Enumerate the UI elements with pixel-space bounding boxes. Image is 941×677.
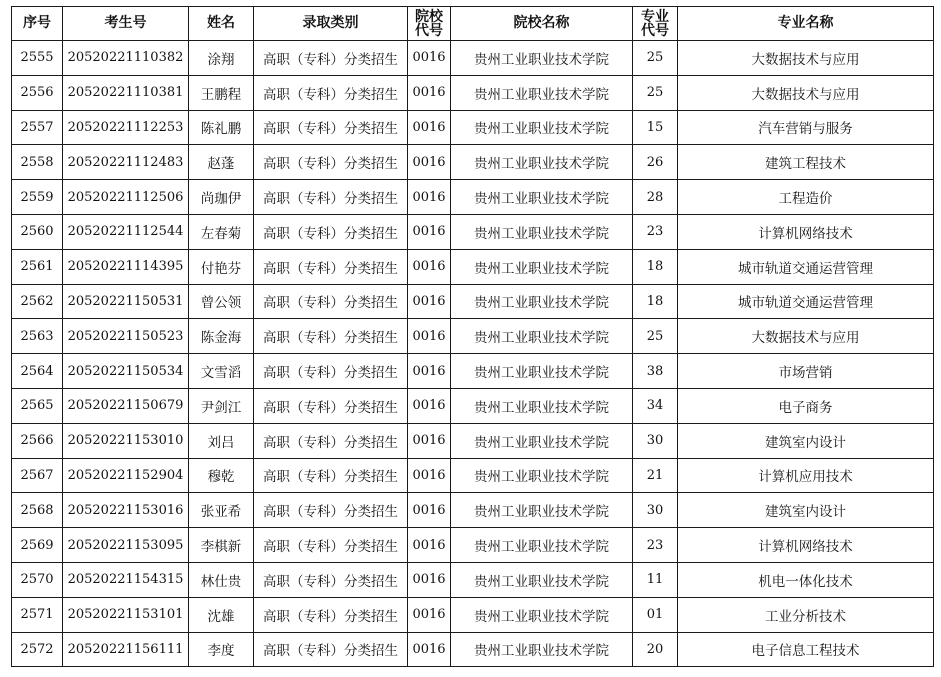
- cell-major-name: 计算机网络技术: [678, 214, 934, 249]
- cell-seq: 2571: [12, 597, 63, 632]
- cell-name: 陈金海: [189, 319, 254, 354]
- cell-exam-no: 20520221153010: [63, 423, 189, 458]
- cell-major-name: 计算机网络技术: [678, 528, 934, 563]
- cell-admit-type: 高职（专科）分类招生: [254, 458, 408, 493]
- header-admit-type: 录取类别: [254, 7, 408, 41]
- cell-name: 付艳芬: [189, 249, 254, 284]
- cell-seq: 2566: [12, 423, 63, 458]
- table-row: [12, 562, 934, 597]
- table-row: [12, 632, 934, 667]
- cell-school-name: 贵州工业职业技术学院: [451, 562, 633, 597]
- header-school-code-line2: 代号: [415, 22, 443, 39]
- cell-exam-no: 20520221150531: [63, 284, 189, 319]
- cell-admit-type: 高职（专科）分类招生: [254, 388, 408, 423]
- cell-seq: 2570: [12, 562, 63, 597]
- cell-seq: 2563: [12, 319, 63, 354]
- cell-school-code: 0016: [408, 41, 451, 76]
- table-row: [12, 458, 934, 493]
- cell-school-name: 贵州工业职业技术学院: [451, 458, 633, 493]
- cell-major-code: 30: [633, 493, 678, 528]
- cell-exam-no: 20520221114395: [63, 249, 189, 284]
- cell-school-code: 0016: [408, 284, 451, 319]
- cell-major-name: 大数据技术与应用: [678, 41, 934, 76]
- cell-school-code: 0016: [408, 423, 451, 458]
- header-exam-no: 考生号: [63, 7, 189, 41]
- cell-exam-no: 20520221112506: [63, 180, 189, 215]
- cell-major-name: 建筑工程技术: [678, 145, 934, 180]
- cell-major-name: 城市轨道交通运营管理: [678, 284, 934, 319]
- table-row: [12, 388, 934, 423]
- cell-name: 涂翔: [189, 41, 254, 76]
- cell-major-code: 25: [633, 319, 678, 354]
- table-row: [12, 249, 934, 284]
- cell-seq: 2564: [12, 354, 63, 389]
- cell-exam-no: 20520221112544: [63, 214, 189, 249]
- cell-major-code: 30: [633, 423, 678, 458]
- cell-major-name: 城市轨道交通运营管理: [678, 249, 934, 284]
- cell-major-code: 26: [633, 145, 678, 180]
- cell-exam-no: 20520221153016: [63, 493, 189, 528]
- cell-admit-type: 高职（专科）分类招生: [254, 319, 408, 354]
- cell-major-name: 机电一体化技术: [678, 562, 934, 597]
- table-row: [12, 354, 934, 389]
- cell-school-code: 0016: [408, 145, 451, 180]
- cell-name: 张亚希: [189, 493, 254, 528]
- cell-school-name: 贵州工业职业技术学院: [451, 284, 633, 319]
- cell-school-code: 0016: [408, 632, 451, 667]
- cell-school-name: 贵州工业职业技术学院: [451, 41, 633, 76]
- table-row: [12, 41, 934, 76]
- cell-name: 刘吕: [189, 423, 254, 458]
- cell-seq: 2562: [12, 284, 63, 319]
- cell-major-code: 23: [633, 214, 678, 249]
- cell-admit-type: 高职（专科）分类招生: [254, 110, 408, 145]
- cell-seq: 2555: [12, 41, 63, 76]
- cell-admit-type: 高职（专科）分类招生: [254, 145, 408, 180]
- cell-school-name: 贵州工业职业技术学院: [451, 75, 633, 110]
- cell-major-code: 18: [633, 284, 678, 319]
- cell-school-code: 0016: [408, 249, 451, 284]
- cell-admit-type: 高职（专科）分类招生: [254, 75, 408, 110]
- cell-school-code: 0016: [408, 214, 451, 249]
- cell-admit-type: 高职（专科）分类招生: [254, 180, 408, 215]
- cell-major-name: 市场营销: [678, 354, 934, 389]
- cell-major-code: 18: [633, 249, 678, 284]
- cell-major-code: 23: [633, 528, 678, 563]
- cell-seq: 2565: [12, 388, 63, 423]
- table-header-row: [12, 7, 934, 41]
- cell-seq: 2572: [12, 632, 63, 667]
- cell-major-code: 28: [633, 180, 678, 215]
- cell-name: 李度: [189, 632, 254, 667]
- cell-exam-no: 20520221156111: [63, 632, 189, 667]
- cell-school-name: 贵州工业职业技术学院: [451, 632, 633, 667]
- table-row: [12, 180, 934, 215]
- table-row: [12, 528, 934, 563]
- cell-school-name: 贵州工业职业技术学院: [451, 110, 633, 145]
- cell-school-code: 0016: [408, 319, 451, 354]
- cell-exam-no: 20520221110382: [63, 41, 189, 76]
- cell-exam-no: 20520221110381: [63, 75, 189, 110]
- cell-school-name: 贵州工业职业技术学院: [451, 388, 633, 423]
- cell-major-code: 25: [633, 75, 678, 110]
- cell-major-name: 计算机应用技术: [678, 458, 934, 493]
- cell-school-name: 贵州工业职业技术学院: [451, 528, 633, 563]
- header-name: 姓名: [189, 7, 254, 41]
- cell-seq: 2567: [12, 458, 63, 493]
- cell-admit-type: 高职（专科）分类招生: [254, 41, 408, 76]
- cell-school-name: 贵州工业职业技术学院: [451, 597, 633, 632]
- table-row: [12, 597, 934, 632]
- cell-seq: 2568: [12, 493, 63, 528]
- cell-major-name: 建筑室内设计: [678, 423, 934, 458]
- cell-major-name: 汽车营销与服务: [678, 110, 934, 145]
- cell-name: 陈礼鹏: [189, 110, 254, 145]
- cell-exam-no: 20520221152904: [63, 458, 189, 493]
- cell-exam-no: 20520221112483: [63, 145, 189, 180]
- cell-school-code: 0016: [408, 493, 451, 528]
- cell-school-name: 贵州工业职业技术学院: [451, 319, 633, 354]
- cell-admit-type: 高职（专科）分类招生: [254, 597, 408, 632]
- cell-name: 左春菊: [189, 214, 254, 249]
- admission-table: [11, 6, 934, 667]
- cell-seq: 2569: [12, 528, 63, 563]
- cell-admit-type: 高职（专科）分类招生: [254, 249, 408, 284]
- cell-school-name: 贵州工业职业技术学院: [451, 145, 633, 180]
- header-major-code-line2: 代号: [641, 22, 669, 39]
- cell-admit-type: 高职（专科）分类招生: [254, 423, 408, 458]
- cell-major-name: 建筑室内设计: [678, 493, 934, 528]
- header-school-name: 院校名称: [451, 7, 633, 41]
- cell-name: 林仕贵: [189, 562, 254, 597]
- cell-name: 李棋新: [189, 528, 254, 563]
- cell-school-name: 贵州工业职业技术学院: [451, 214, 633, 249]
- cell-major-name: 电子商务: [678, 388, 934, 423]
- cell-admit-type: 高职（专科）分类招生: [254, 562, 408, 597]
- cell-school-name: 贵州工业职业技术学院: [451, 354, 633, 389]
- cell-school-name: 贵州工业职业技术学院: [451, 180, 633, 215]
- cell-admit-type: 高职（专科）分类招生: [254, 214, 408, 249]
- header-school-code: [408, 7, 451, 41]
- cell-school-name: 贵州工业职业技术学院: [451, 423, 633, 458]
- header-major-code: [633, 7, 678, 41]
- table-body: [12, 41, 934, 667]
- cell-exam-no: 20520221153101: [63, 597, 189, 632]
- cell-name: 尹剑江: [189, 388, 254, 423]
- table-row: [12, 145, 934, 180]
- header-school-code-line1: 院校: [415, 8, 443, 25]
- cell-name: 文雪滔: [189, 354, 254, 389]
- cell-admit-type: 高职（专科）分类招生: [254, 528, 408, 563]
- table-row: [12, 214, 934, 249]
- cell-school-code: 0016: [408, 597, 451, 632]
- table-row: [12, 319, 934, 354]
- cell-major-code: 25: [633, 41, 678, 76]
- cell-major-name: 电子信息工程技术: [678, 632, 934, 667]
- cell-name: 尚珈伊: [189, 180, 254, 215]
- cell-name: 王鹏程: [189, 75, 254, 110]
- cell-major-code: 20: [633, 632, 678, 667]
- cell-major-code: 21: [633, 458, 678, 493]
- header-major-name: 专业名称: [678, 7, 934, 41]
- cell-school-code: 0016: [408, 562, 451, 597]
- cell-admit-type: 高职（专科）分类招生: [254, 493, 408, 528]
- cell-name: 曾公领: [189, 284, 254, 319]
- cell-major-code: 01: [633, 597, 678, 632]
- cell-school-code: 0016: [408, 110, 451, 145]
- cell-exam-no: 20520221150523: [63, 319, 189, 354]
- cell-school-code: 0016: [408, 354, 451, 389]
- cell-major-name: 大数据技术与应用: [678, 319, 934, 354]
- cell-school-code: 0016: [408, 528, 451, 563]
- cell-exam-no: 20520221154315: [63, 562, 189, 597]
- header-seq: 序号: [12, 7, 63, 41]
- cell-exam-no: 20520221150679: [63, 388, 189, 423]
- cell-exam-no: 20520221150534: [63, 354, 189, 389]
- cell-name: 沈雄: [189, 597, 254, 632]
- table-row: [12, 493, 934, 528]
- cell-school-code: 0016: [408, 75, 451, 110]
- cell-seq: 2559: [12, 180, 63, 215]
- table-row: [12, 284, 934, 319]
- cell-name: 赵蓬: [189, 145, 254, 180]
- cell-major-name: 工程造价: [678, 180, 934, 215]
- table-row: [12, 75, 934, 110]
- cell-school-code: 0016: [408, 388, 451, 423]
- cell-major-code: 34: [633, 388, 678, 423]
- cell-seq: 2556: [12, 75, 63, 110]
- cell-seq: 2560: [12, 214, 63, 249]
- cell-major-name: 大数据技术与应用: [678, 75, 934, 110]
- cell-school-code: 0016: [408, 180, 451, 215]
- cell-school-code: 0016: [408, 458, 451, 493]
- cell-exam-no: 20520221153095: [63, 528, 189, 563]
- cell-seq: 2558: [12, 145, 63, 180]
- cell-school-name: 贵州工业职业技术学院: [451, 493, 633, 528]
- cell-seq: 2561: [12, 249, 63, 284]
- cell-admit-type: 高职（专科）分类招生: [254, 284, 408, 319]
- cell-name: 穆乾: [189, 458, 254, 493]
- admission-list-sheet: [11, 6, 933, 667]
- cell-major-name: 工业分析技术: [678, 597, 934, 632]
- cell-major-code: 11: [633, 562, 678, 597]
- table-row: [12, 110, 934, 145]
- cell-major-code: 15: [633, 110, 678, 145]
- header-major-code-line1: 专业: [641, 8, 669, 25]
- cell-seq: 2557: [12, 110, 63, 145]
- cell-admit-type: 高职（专科）分类招生: [254, 354, 408, 389]
- cell-school-name: 贵州工业职业技术学院: [451, 249, 633, 284]
- cell-admit-type: 高职（专科）分类招生: [254, 632, 408, 667]
- table-row: [12, 423, 934, 458]
- cell-exam-no: 20520221112253: [63, 110, 189, 145]
- cell-major-code: 38: [633, 354, 678, 389]
